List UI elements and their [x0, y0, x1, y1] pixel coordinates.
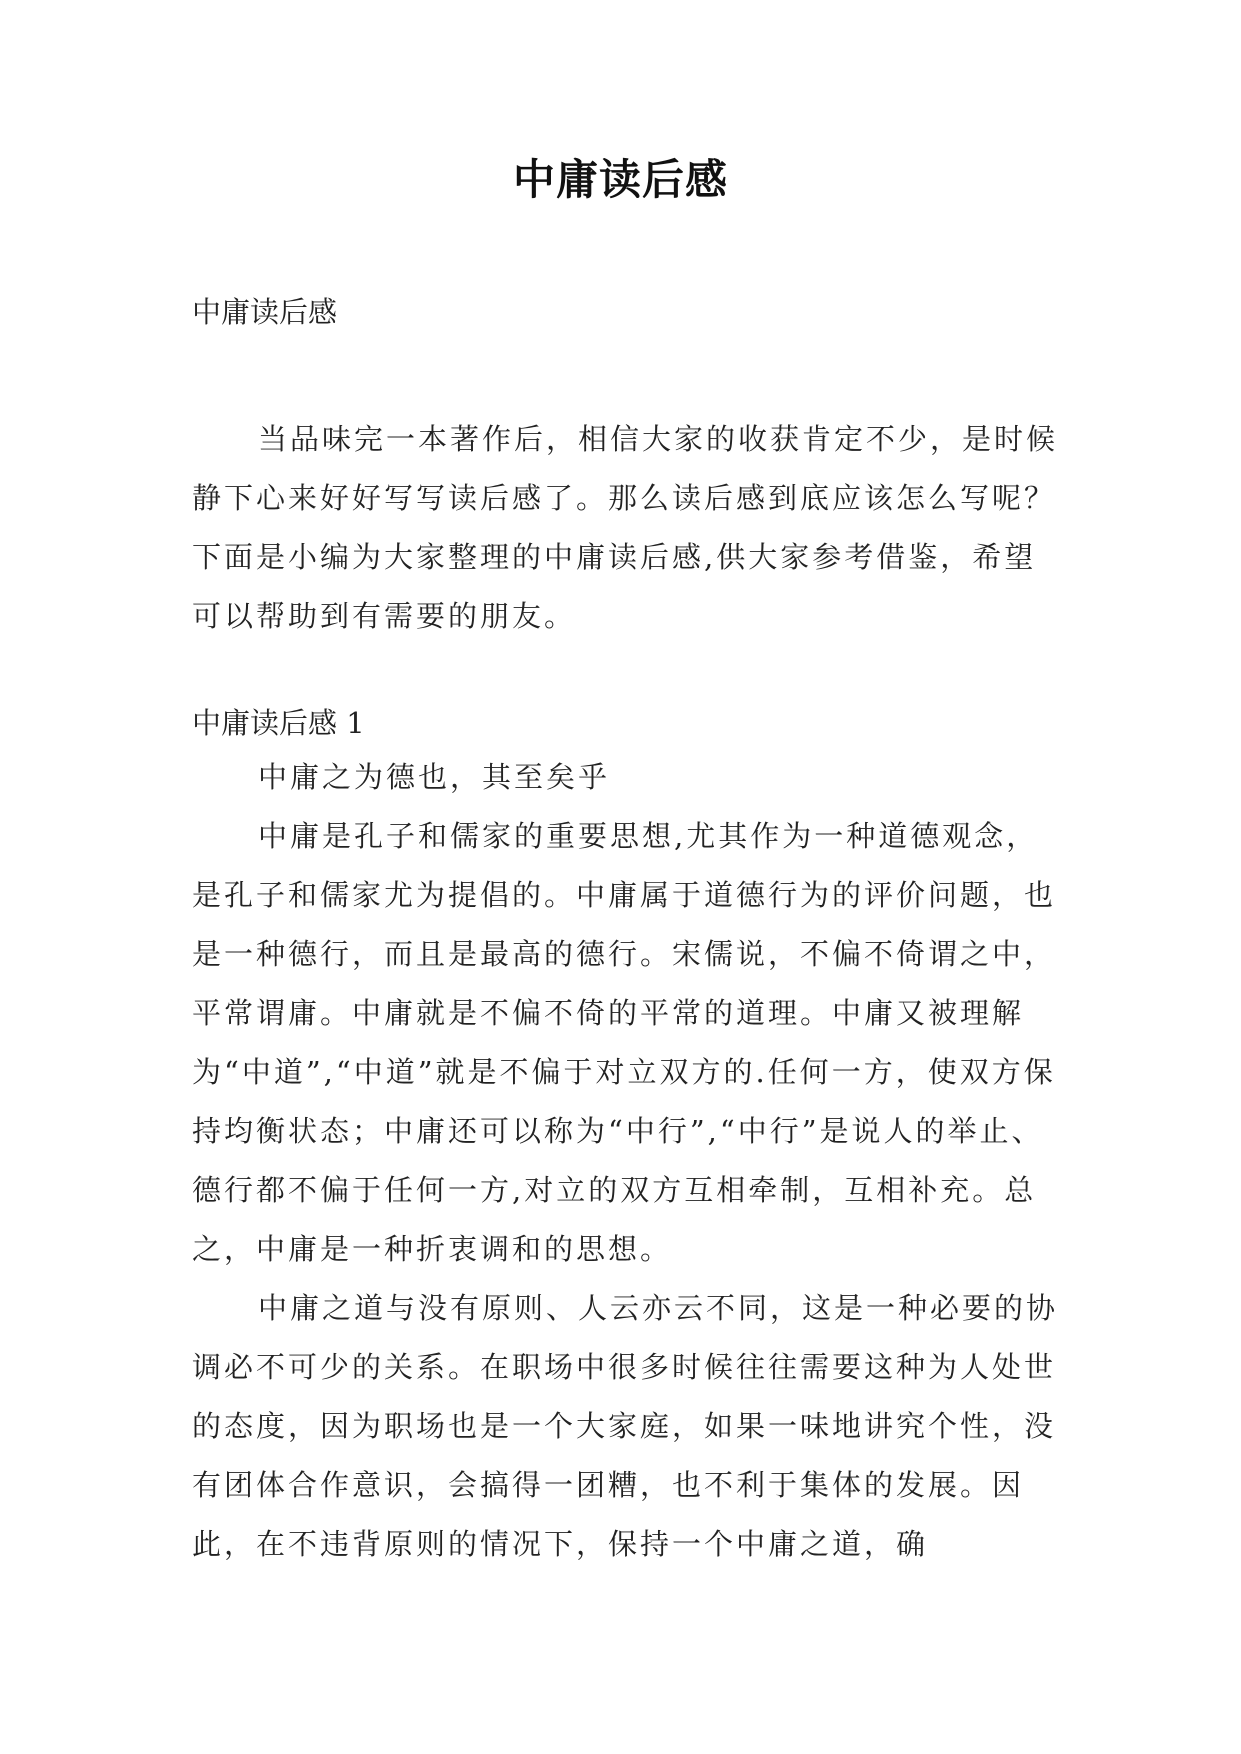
body-paragraph: 中庸是孔子和儒家的重要思想,尤其作为一种道德观念，是孔子和儒家尤为提倡的。中庸属于道德行为的评价问题，也是一种德行，而且是最高的德行。宋儒说，不偏不倚谓之中，平常谓庸。中庸就是不偏不倚的平常的道理。中庸又被理解为“中道”,“中道”就是不偏于对立双方的.任何一方，使双方保持均衡状态；中庸还可以称为“中行”,“中行”是说人的举止、德行都不偏于任何一方,对立的双方互相牵制，互相补充。总之，中庸是一种折衷调和的思想。 — [192, 819, 1057, 1266]
section-body — [192, 748, 1058, 1574]
body-paragraph: 中庸之道与没有原则、人云亦云不同，这是一种必要的协调必不可少的关系。在职场中很多时候往往需要这种为人处世的态度，因为职场也是一个大家庭，如果一味地讲究个性，没有团体合作意识，会搞得一团糟，也不利于集体的发展。因此，在不违背原则的情况下，保持一个中庸之道，确 — [192, 1291, 1059, 1561]
body-paragraph: 中庸之为德也，其至矣乎 — [258, 760, 611, 794]
section-heading: 中庸读后感 1 — [192, 706, 365, 740]
intro-paragraph: 当品味完一本著作后，相信大家的收获肯定不少，是时候静下心来好好写写读后感了。那么读后感到底应该怎么写呢？下面是小编为大家整理的中庸读后感,供大家参考借鉴，希望可以帮助到有需要的朋友。 — [192, 422, 1059, 633]
document-subtitle: 中庸读后感 — [192, 295, 338, 329]
document-title: 中庸读后感 — [512, 155, 728, 204]
